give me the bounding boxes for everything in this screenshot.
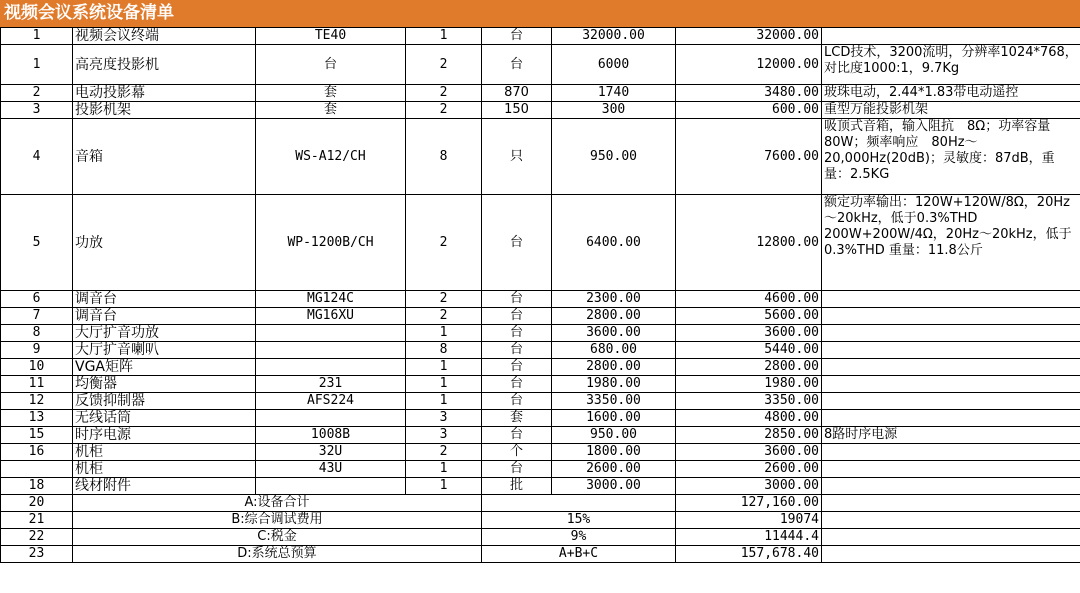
summary-total[interactable]: 11444.4 <box>676 529 822 546</box>
item-name[interactable]: VGA矩阵 <box>73 359 256 376</box>
item-unit[interactable]: 150 <box>482 102 552 119</box>
item-unit[interactable]: 台 <box>482 376 552 393</box>
item-name[interactable]: 时序电源 <box>73 427 256 444</box>
item-model[interactable]: 套 <box>256 102 406 119</box>
item-quantity[interactable]: 1 <box>406 478 482 495</box>
item-description[interactable]: 玻珠电动，2.44*1.83带电动遥控 <box>822 85 1080 102</box>
item-name[interactable]: 视频会议终端 <box>73 28 256 45</box>
item-quantity[interactable]: 2 <box>406 85 482 102</box>
item-total[interactable]: 3600.00 <box>676 325 822 342</box>
item-total[interactable]: 4600.00 <box>676 291 822 308</box>
sheet-title: 视频会议系统设备清单 <box>0 0 1080 27</box>
summary-description[interactable] <box>822 512 1080 529</box>
item-unit[interactable]: 只 <box>482 119 552 195</box>
table-row <box>1 410 1080 427</box>
item-name[interactable]: 音箱 <box>73 119 256 195</box>
summary-description[interactable] <box>822 495 1080 512</box>
row-number[interactable]: 23 <box>1 546 73 563</box>
row-number[interactable]: 21 <box>1 512 73 529</box>
item-unit[interactable]: 台 <box>482 308 552 325</box>
item-total[interactable]: 4800.00 <box>676 410 822 427</box>
item-total[interactable]: 12800.00 <box>676 195 822 291</box>
row-number[interactable]: 10 <box>1 359 73 376</box>
item-description[interactable] <box>822 28 1080 45</box>
table-row <box>1 359 1080 376</box>
item-description[interactable] <box>822 325 1080 342</box>
table-row <box>1 461 1080 478</box>
item-name[interactable]: 调音台 <box>73 308 256 325</box>
summary-value[interactable]: 15% <box>482 512 676 529</box>
item-unit[interactable]: 台 <box>482 195 552 291</box>
item-name[interactable]: 高亮度投影机 <box>73 45 256 85</box>
item-description[interactable]: 吸顶式音箱，输入阻抗 8Ω；功率容量 80W；频率响应 80Hz～20,000Hz(20dB)；灵敏度：87dB，重量：2.5KG <box>822 119 1080 195</box>
item-quantity[interactable]: 1 <box>406 461 482 478</box>
item-unit-price[interactable]: 3350.00 <box>552 393 676 410</box>
item-description[interactable] <box>822 478 1080 495</box>
table-row <box>1 85 1080 102</box>
summary-total[interactable]: 19074 <box>676 512 822 529</box>
summary-label[interactable]: B:综合调试费用 <box>73 512 482 529</box>
item-unit[interactable]: 台 <box>482 342 552 359</box>
item-unit-price[interactable]: 680.00 <box>552 342 676 359</box>
item-total[interactable]: 2850.00 <box>676 427 822 444</box>
table-row <box>1 291 1080 308</box>
item-name[interactable]: 调音台 <box>73 291 256 308</box>
row-number[interactable]: 18 <box>1 478 73 495</box>
item-quantity[interactable]: 3 <box>406 410 482 427</box>
item-quantity[interactable]: 1 <box>406 376 482 393</box>
item-unit[interactable]: 台 <box>482 393 552 410</box>
table-row <box>1 376 1080 393</box>
row-number[interactable]: 7 <box>1 308 73 325</box>
item-quantity[interactable]: 2 <box>406 444 482 461</box>
item-description[interactable] <box>822 342 1080 359</box>
item-description[interactable] <box>822 359 1080 376</box>
item-unit-price[interactable]: 2800.00 <box>552 308 676 325</box>
summary-row <box>1 546 1080 563</box>
item-unit[interactable]: 台 <box>482 461 552 478</box>
summary-row <box>1 495 1080 512</box>
summary-label[interactable]: D:系统总预算 <box>73 546 482 563</box>
table-row <box>1 427 1080 444</box>
item-name[interactable]: 大厅扩音功放 <box>73 325 256 342</box>
table-row <box>1 195 1080 291</box>
equipment-table <box>0 27 1080 563</box>
row-number[interactable]: 1 <box>1 45 73 85</box>
summary-label[interactable]: A:设备合计 <box>73 495 482 512</box>
item-model[interactable]: 台 <box>256 45 406 85</box>
item-model[interactable] <box>256 342 406 359</box>
table-row <box>1 342 1080 359</box>
item-description[interactable] <box>822 308 1080 325</box>
item-name[interactable]: 功放 <box>73 195 256 291</box>
row-number[interactable]: 5 <box>1 195 73 291</box>
item-unit-price[interactable]: 300 <box>552 102 676 119</box>
summary-total[interactable]: 157,678.40 <box>676 546 822 563</box>
row-number[interactable]: 11 <box>1 376 73 393</box>
summary-description[interactable] <box>822 529 1080 546</box>
item-name[interactable]: 线材附件 <box>73 478 256 495</box>
table-row <box>1 119 1080 195</box>
item-unit[interactable]: 870 <box>482 85 552 102</box>
item-description[interactable] <box>822 393 1080 410</box>
item-total[interactable]: 3600.00 <box>676 444 822 461</box>
item-total[interactable]: 3480.00 <box>676 85 822 102</box>
table-row <box>1 393 1080 410</box>
summary-total[interactable]: 127,160.00 <box>676 495 822 512</box>
item-quantity[interactable]: 2 <box>406 291 482 308</box>
table-row <box>1 444 1080 461</box>
item-total[interactable]: 3350.00 <box>676 393 822 410</box>
item-quantity[interactable]: 1 <box>406 28 482 45</box>
row-number[interactable]: 9 <box>1 342 73 359</box>
item-name[interactable]: 投影机架 <box>73 102 256 119</box>
row-number[interactable] <box>1 461 73 478</box>
item-quantity[interactable]: 2 <box>406 45 482 85</box>
item-name[interactable]: 大厅扩音喇叭 <box>73 342 256 359</box>
item-model[interactable] <box>256 325 406 342</box>
item-description[interactable]: 重型万能投影机架 <box>822 102 1080 119</box>
item-unit-price[interactable]: 6400.00 <box>552 195 676 291</box>
item-description[interactable] <box>822 291 1080 308</box>
item-unit-price[interactable]: 2300.00 <box>552 291 676 308</box>
table-row <box>1 308 1080 325</box>
item-unit-price[interactable]: 1980.00 <box>552 376 676 393</box>
item-quantity[interactable]: 8 <box>406 119 482 195</box>
item-unit-price[interactable]: 2600.00 <box>552 461 676 478</box>
row-number[interactable]: 12 <box>1 393 73 410</box>
item-model[interactable]: 43U <box>256 461 406 478</box>
item-model[interactable]: MG124C <box>256 291 406 308</box>
item-total[interactable]: 1980.00 <box>676 376 822 393</box>
item-quantity[interactable]: 1 <box>406 325 482 342</box>
item-model[interactable]: 套 <box>256 85 406 102</box>
item-unit-price[interactable]: 1800.00 <box>552 444 676 461</box>
row-number[interactable]: 8 <box>1 325 73 342</box>
item-unit-price[interactable]: 6000 <box>552 45 676 85</box>
item-model[interactable] <box>256 410 406 427</box>
summary-row <box>1 512 1080 529</box>
item-total[interactable]: 32000.00 <box>676 28 822 45</box>
item-description[interactable]: 8路时序电源 <box>822 427 1080 444</box>
row-number[interactable]: 2 <box>1 85 73 102</box>
row-number[interactable]: 22 <box>1 529 73 546</box>
item-total[interactable]: 7600.00 <box>676 119 822 195</box>
item-unit[interactable]: 台 <box>482 325 552 342</box>
item-quantity[interactable]: 8 <box>406 342 482 359</box>
item-model[interactable]: 1008B <box>256 427 406 444</box>
item-quantity[interactable]: 2 <box>406 102 482 119</box>
table-row <box>1 478 1080 495</box>
summary-value[interactable] <box>482 495 676 512</box>
item-unit[interactable]: 批 <box>482 478 552 495</box>
item-unit[interactable]: 套 <box>482 410 552 427</box>
item-unit-price[interactable]: 950.00 <box>552 119 676 195</box>
item-model[interactable]: TE40 <box>256 28 406 45</box>
item-model[interactable]: MG16XU <box>256 308 406 325</box>
row-number[interactable]: 13 <box>1 410 73 427</box>
item-model[interactable]: 231 <box>256 376 406 393</box>
summary-value[interactable]: A+B+C <box>482 546 676 563</box>
summary-row <box>1 529 1080 546</box>
item-name[interactable]: 机柜 <box>73 461 256 478</box>
item-total[interactable]: 12000.00 <box>676 45 822 85</box>
item-model[interactable] <box>256 359 406 376</box>
row-number[interactable]: 6 <box>1 291 73 308</box>
table-row <box>1 325 1080 342</box>
item-total[interactable]: 2800.00 <box>676 359 822 376</box>
item-unit[interactable]: 个 <box>482 444 552 461</box>
item-unit-price[interactable]: 3000.00 <box>552 478 676 495</box>
item-name[interactable]: 均衡器 <box>73 376 256 393</box>
item-unit-price[interactable]: 3600.00 <box>552 325 676 342</box>
summary-description[interactable] <box>822 546 1080 563</box>
item-total[interactable]: 2600.00 <box>676 461 822 478</box>
item-name[interactable]: 无线话筒 <box>73 410 256 427</box>
item-description[interactable] <box>822 376 1080 393</box>
summary-label[interactable]: C:税金 <box>73 529 482 546</box>
item-description[interactable] <box>822 410 1080 427</box>
item-unit[interactable]: 台 <box>482 45 552 85</box>
item-unit-price[interactable]: 32000.00 <box>552 28 676 45</box>
item-quantity[interactable]: 1 <box>406 359 482 376</box>
item-model[interactable]: WP-1200B/CH <box>256 195 406 291</box>
item-unit-price[interactable]: 1740 <box>552 85 676 102</box>
item-unit-price[interactable]: 1600.00 <box>552 410 676 427</box>
table-row <box>1 28 1080 45</box>
row-number[interactable]: 4 <box>1 119 73 195</box>
item-unit-price[interactable]: 950.00 <box>552 427 676 444</box>
item-description[interactable]: 额定功率输出：120W+120W/8Ω，20Hz～20kHz，低于0.3%THD 200W+200W/4Ω，20Hz～20kHz，低于0.3%THD 重量：11.8公斤 <box>822 195 1080 291</box>
item-quantity[interactable]: 2 <box>406 308 482 325</box>
item-model[interactable]: 32U <box>256 444 406 461</box>
item-total[interactable]: 5600.00 <box>676 308 822 325</box>
item-unit-price[interactable]: 2800.00 <box>552 359 676 376</box>
item-unit[interactable]: 台 <box>482 359 552 376</box>
item-description[interactable] <box>822 444 1080 461</box>
item-name[interactable]: 反馈抑制器 <box>73 393 256 410</box>
item-model[interactable]: WS-A12/CH <box>256 119 406 195</box>
row-number[interactable]: 15 <box>1 427 73 444</box>
item-unit[interactable]: 台 <box>482 28 552 45</box>
item-total[interactable]: 600.00 <box>676 102 822 119</box>
row-number[interactable]: 3 <box>1 102 73 119</box>
summary-value[interactable]: 9% <box>482 529 676 546</box>
item-unit[interactable]: 台 <box>482 427 552 444</box>
row-number[interactable]: 1 <box>1 28 73 45</box>
row-number[interactable]: 20 <box>1 495 73 512</box>
row-number[interactable]: 16 <box>1 444 73 461</box>
item-total[interactable]: 3000.00 <box>676 478 822 495</box>
item-total[interactable]: 5440.00 <box>676 342 822 359</box>
item-model[interactable] <box>256 478 406 495</box>
table-row <box>1 45 1080 85</box>
table-row <box>1 102 1080 119</box>
item-model[interactable]: AFS224 <box>256 393 406 410</box>
item-name[interactable]: 电动投影幕 <box>73 85 256 102</box>
item-unit[interactable]: 台 <box>482 291 552 308</box>
item-quantity[interactable]: 2 <box>406 195 482 291</box>
item-name[interactable]: 机柜 <box>73 444 256 461</box>
item-quantity[interactable]: 3 <box>406 427 482 444</box>
item-description[interactable] <box>822 461 1080 478</box>
item-description[interactable]: LCD技术，3200流明，分辨率1024*768，对比度1000:1，9.7Kg <box>822 45 1080 85</box>
item-quantity[interactable]: 1 <box>406 393 482 410</box>
